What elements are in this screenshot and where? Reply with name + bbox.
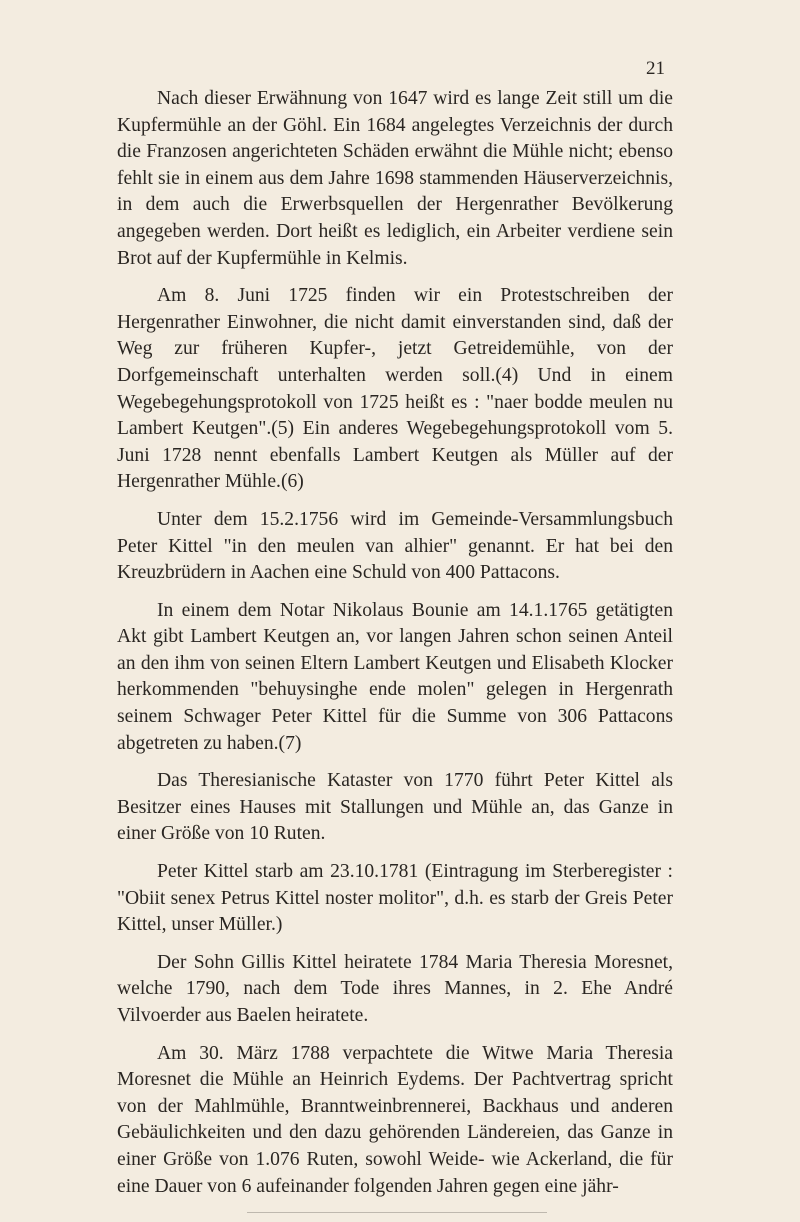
paragraph-1: Nach dieser Erwähnung von 1647 wird es lange Zeit still um die Kupfermühle an der Göhl. Ein 1684 angelegtes Verzeichnis der durch die Franzosen angerichteten Schäden erwähnt die Mühle nicht; ebenso fehlt sie in einem aus dem Jahre 1698 stammenden Häuserverzeichnis, in dem auch die Erwerbsquellen der Hergenrather Bevölkerung angegeben werden. Dort heißt es lediglich, ein Arbeiter verdiene sein Brot auf der Kupfermühle in Kelmis. [117,88,673,269]
paragraph-7: Der Sohn Gillis Kittel heiratete 1784 Maria Theresia Moresnet, welche 1790, nach dem Tode ihres Mannes, in 2. Ehe André Vilvoerder aus Baelen heiratete. [117,951,673,1026]
paragraph-2: Am 8. Juni 1725 finden wir ein Protestschreiben der Hergenrather Einwohner, die nicht damit einverstanden sind, daß der Weg zur früheren Kupfer-, jetzt Getreidemühle, von der Dorfgemeinschaft unterhalten werden soll.(4) Und in einem Wegebegehungsprotokoll von 1725 heißt es : "naer bodde meulen nu Lambert Keutgen".(5) Ein anderes Wegebegehungsprotokoll vom 5. Juni 1728 nennt ebenfalls Lambert Keutgen als Müller auf der Hergenrather Mühle.(6) [117,285,673,493]
bottom-rule [247,1212,547,1213]
paragraph-6: Peter Kittel starb am 23.10.1781 (Eintragung im Sterberegister : "Obiit senex Petrus Kittel noster molitor", d.h. es starb der Greis Peter Kittel, unser Müller.) [117,861,673,936]
paragraph-4: In einem dem Notar Nikolaus Bounie am 14.1.1765 getätigten Akt gibt Lambert Keutgen an, vor langen Jahren schon seinen Anteil an den ihm von seinen Eltern Lambert Keutgen und Elisabeth Klocker herkommenden "behuysinghe ende molen" gelegen in Hergenrath seinem Schwager Peter Kittel für die Summe von 306 Pattacons abgetreten zu haben.(7) [117,599,673,754]
page-number: 21 [646,58,665,79]
paragraph-8: Am 30. März 1788 verpachtete die Witwe Maria Theresia Moresnet die Mühle an Heinrich Eydems. Der Pachtvertrag spricht von der Mahlmühle, Branntweinbrennerei, Backhaus und anderen Gebäulichkeiten und den dazu gehörenden Ländereien, das Ganze in einer Größe von 1.076 Ruten, sowohl Weide- wie Ackerland, die für eine Dauer von 6 aufeinander folgenden Jahren gegen eine jähr- [117,1042,673,1197]
paragraph-3: Unter dem 15.2.1756 wird im Gemeinde-Versammlungsbuch Peter Kittel "in den meulen van alhier" genannt. Er hat bei den Kreuzbrüdern in Aachen eine Schuld von 400 Pattacons. [117,508,673,584]
paragraph-5: Das Theresianische Kataster von 1770 führt Peter Kittel als Besitzer eines Hauses mit Stallungen und Mühle an, das Ganze in einer Größe von 10 Ruten. [117,770,673,845]
body-text [117,86,673,1211]
